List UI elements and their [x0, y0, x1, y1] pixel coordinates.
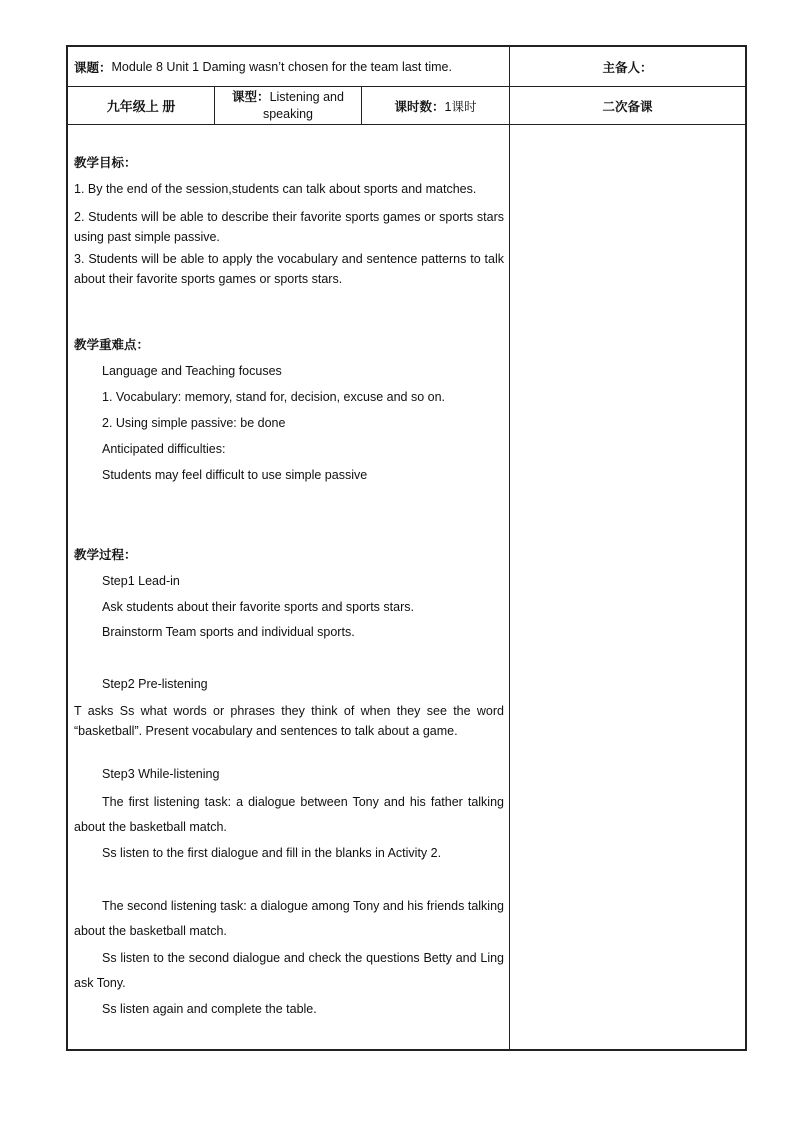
lesson-type-value: Listening and speaking [262, 89, 344, 121]
focus-line: Anticipated difficulties: [102, 442, 226, 456]
focus-line: Students may feel difficult to use simple passive [102, 468, 368, 482]
step-line: Ask students about their favorite sports and sports stars. [102, 600, 414, 614]
step-paragraph: T asks Ss what words or phrases they think of when they see the word “basketball”. Present vocabulary and sentences to talk about a game. [74, 704, 504, 738]
objective-item: 3. Students will be able to apply the vocabulary and sentence patterns to talk about their favorite sports games or sports stars. [74, 252, 504, 286]
step-title: Step1 Lead-in [102, 574, 180, 588]
process-heading: 教学过程： [74, 548, 137, 562]
lesson-type-cell [215, 87, 361, 124]
grade-cell [68, 87, 214, 124]
objective-item: 1. By the end of the session,students can talk about sports and matches. [74, 182, 477, 196]
focus-heading: 教学重难点： [74, 338, 150, 352]
objectives-heading: 教学目标： [74, 156, 137, 170]
hours-cell [362, 87, 509, 124]
topic-cell [74, 47, 506, 86]
step-paragraph: The second listening task: a dialogue among Tony and his friends talking about the basketball match. [74, 899, 504, 938]
step-line: Brainstorm Team sports and individual sports. [102, 625, 355, 639]
second-prep-label: 二次备课 [602, 99, 653, 114]
preparer-cell [510, 47, 745, 86]
focus-line: 1. Vocabulary: memory, stand for, decision, excuse and so on. [102, 390, 446, 404]
objective-item: 2. Students will be able to describe their favorite sports games or sports stars using past simple passive. [74, 210, 504, 244]
step-title: Step2 Pre-listening [102, 677, 208, 691]
hours-value: 1课时 [444, 99, 477, 114]
focus-line: 2. Using simple passive: be done [102, 416, 286, 430]
step-title: Step3 While-listening [102, 767, 220, 781]
focus-line: Language and Teaching focuses [102, 364, 282, 378]
second-prep-cell [510, 87, 745, 124]
lesson-plan-table [66, 45, 747, 1051]
column-divider [509, 47, 510, 1049]
step-line: Ss listen again and complete the table. [102, 1002, 317, 1016]
lesson-type-label: 课型： [232, 89, 270, 104]
lesson-content [74, 151, 504, 1019]
topic-label: 课题： [74, 60, 112, 75]
hours-label: 课时数： [394, 99, 445, 114]
grade-label: 九年级上 册 [106, 99, 176, 114]
topic-title: Module 8 Unit 1 Daming wasn’t chosen for the team last time. [111, 59, 452, 74]
step-paragraph: The first listening task: a dialogue between Tony and his father talking about the basketball match. [74, 795, 504, 834]
step-line: Ss listen to the first dialogue and fill in the blanks in Activity 2. [102, 846, 442, 860]
step-paragraph: Ss listen to the second dialogue and check the questions Betty and Ling ask Tony. [74, 951, 504, 990]
preparer-label: 主备人： [602, 60, 653, 75]
row-divider [68, 124, 745, 125]
